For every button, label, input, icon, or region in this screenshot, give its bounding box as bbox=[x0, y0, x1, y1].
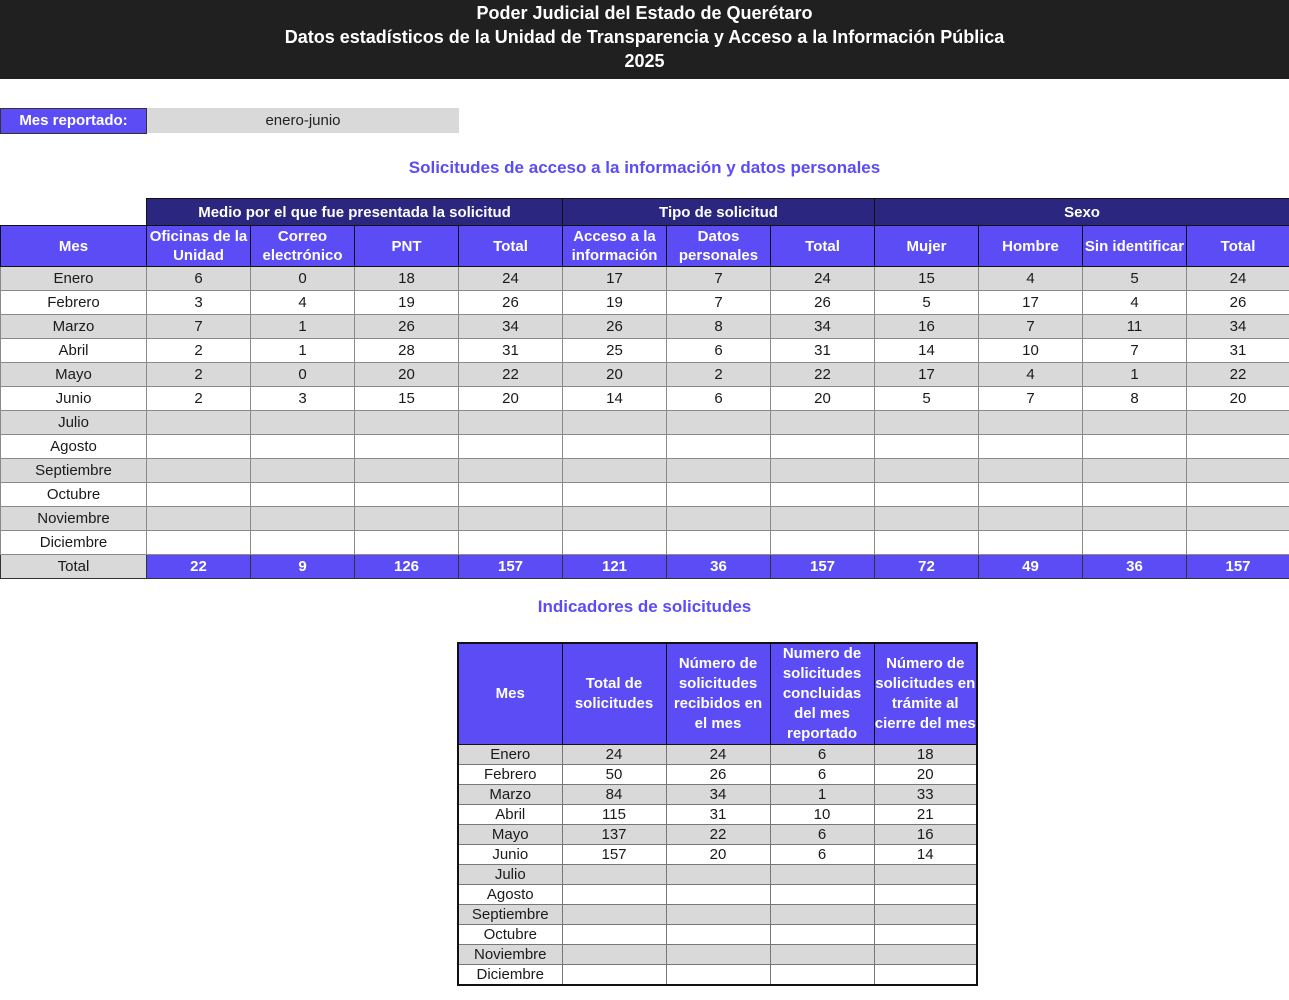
value-cell[interactable] bbox=[1083, 531, 1187, 555]
indicators-header-row bbox=[458, 643, 977, 745]
indicator-row bbox=[458, 805, 977, 825]
value-cell[interactable] bbox=[251, 459, 355, 483]
value-cell[interactable] bbox=[562, 885, 666, 905]
value-cell[interactable]: 16 bbox=[875, 315, 979, 339]
column-header: Sin identificar bbox=[1083, 226, 1187, 267]
indicators-table bbox=[457, 642, 978, 986]
value-cell[interactable]: 1 bbox=[251, 315, 355, 339]
indicator-row bbox=[458, 885, 977, 905]
value-cell[interactable]: 31 bbox=[1187, 339, 1289, 363]
value-cell[interactable] bbox=[770, 885, 874, 905]
value-cell[interactable]: 0 bbox=[251, 267, 355, 291]
value-cell[interactable]: 18 bbox=[355, 267, 459, 291]
value-cell[interactable]: 15 bbox=[355, 387, 459, 411]
value-cell[interactable] bbox=[147, 531, 251, 555]
value-cell[interactable] bbox=[874, 925, 977, 945]
table-row bbox=[1, 363, 1289, 387]
month-cell[interactable]: Marzo bbox=[458, 785, 562, 805]
value-cell[interactable] bbox=[562, 905, 666, 925]
value-cell[interactable]: 84 bbox=[562, 785, 666, 805]
value-cell[interactable]: 10 bbox=[770, 805, 874, 825]
value-cell[interactable] bbox=[459, 459, 563, 483]
value-cell[interactable] bbox=[667, 507, 771, 531]
month-cell[interactable]: Noviembre bbox=[1, 507, 147, 531]
value-cell[interactable] bbox=[979, 531, 1083, 555]
value-cell[interactable] bbox=[667, 531, 771, 555]
value-cell[interactable] bbox=[1083, 411, 1187, 435]
value-cell[interactable] bbox=[459, 531, 563, 555]
value-cell[interactable]: 6 bbox=[770, 765, 874, 785]
indicators-section-title: Indicadores de solicitudes bbox=[537, 597, 752, 616]
reported-month-value[interactable]: enero-junio bbox=[147, 108, 459, 133]
value-cell[interactable]: 24 bbox=[562, 745, 666, 765]
value-cell[interactable]: 137 bbox=[562, 825, 666, 845]
value-cell[interactable]: 26 bbox=[666, 765, 770, 785]
month-cell[interactable]: Julio bbox=[458, 865, 562, 885]
value-cell[interactable]: 2 bbox=[147, 387, 251, 411]
value-cell[interactable]: 14 bbox=[563, 387, 667, 411]
value-cell[interactable]: 4 bbox=[1083, 291, 1187, 315]
value-cell[interactable] bbox=[1083, 435, 1187, 459]
value-cell[interactable] bbox=[251, 531, 355, 555]
value-cell[interactable]: 25 bbox=[563, 339, 667, 363]
value-cell[interactable]: 115 bbox=[562, 805, 666, 825]
value-cell[interactable]: 4 bbox=[251, 291, 355, 315]
value-cell[interactable] bbox=[666, 925, 770, 945]
value-cell[interactable]: 10 bbox=[979, 339, 1083, 363]
group-header-sex: Sexo bbox=[875, 199, 1289, 226]
requests-section-title: Solicitudes de acceso a la información y datos personales bbox=[408, 158, 881, 177]
value-cell[interactable]: 22 bbox=[459, 363, 563, 387]
value-cell[interactable]: 24 bbox=[666, 745, 770, 765]
month-cell[interactable]: Agosto bbox=[458, 885, 562, 905]
value-cell[interactable]: 22 bbox=[1187, 363, 1289, 387]
month-cell[interactable]: Septiembre bbox=[1, 459, 147, 483]
value-cell[interactable]: 22 bbox=[666, 825, 770, 845]
column-header: Acceso a la información bbox=[563, 226, 667, 267]
table-row bbox=[1, 435, 1289, 459]
value-cell[interactable] bbox=[771, 459, 875, 483]
requests-table-body bbox=[1, 267, 1289, 579]
value-cell[interactable] bbox=[979, 435, 1083, 459]
month-cell[interactable]: Enero bbox=[1, 267, 147, 291]
total-row bbox=[1, 555, 1289, 579]
total-cell[interactable]: 49 bbox=[979, 555, 1083, 579]
value-cell[interactable]: 26 bbox=[459, 291, 563, 315]
column-header: Correo electrónico bbox=[251, 226, 355, 267]
value-cell[interactable]: 6 bbox=[770, 845, 874, 865]
column-header: Hombre bbox=[979, 226, 1083, 267]
value-cell[interactable] bbox=[771, 411, 875, 435]
month-cell[interactable]: Diciembre bbox=[458, 965, 562, 986]
value-cell[interactable]: 24 bbox=[1187, 267, 1289, 291]
value-cell[interactable]: 11 bbox=[1083, 315, 1187, 339]
total-cell[interactable]: 157 bbox=[771, 555, 875, 579]
table-row bbox=[1, 267, 1289, 291]
value-cell[interactable]: 5 bbox=[875, 387, 979, 411]
column-header: Oficinas de la Unidad bbox=[147, 226, 251, 267]
value-cell[interactable]: 2 bbox=[667, 363, 771, 387]
value-cell[interactable] bbox=[666, 905, 770, 925]
value-cell[interactable] bbox=[874, 865, 977, 885]
month-cell[interactable]: Abril bbox=[1, 339, 147, 363]
month-cell[interactable]: Febrero bbox=[458, 765, 562, 785]
value-cell[interactable] bbox=[771, 507, 875, 531]
total-cell[interactable]: 22 bbox=[147, 555, 251, 579]
value-cell[interactable]: 4 bbox=[979, 267, 1083, 291]
value-cell[interactable]: 31 bbox=[459, 339, 563, 363]
indicator-column-header: Numero de solicitudes concluidas del mes reportado bbox=[770, 643, 874, 745]
value-cell[interactable] bbox=[666, 865, 770, 885]
total-cell[interactable]: 157 bbox=[459, 555, 563, 579]
value-cell[interactable] bbox=[666, 965, 770, 986]
value-cell[interactable]: 15 bbox=[875, 267, 979, 291]
indicator-row bbox=[458, 845, 977, 865]
indicator-row bbox=[458, 965, 977, 986]
value-cell[interactable]: 17 bbox=[979, 291, 1083, 315]
value-cell[interactable] bbox=[1187, 411, 1289, 435]
month-cell[interactable]: Septiembre bbox=[458, 905, 562, 925]
group-header-type: Tipo de solicitud bbox=[563, 199, 875, 226]
value-cell[interactable]: 26 bbox=[771, 291, 875, 315]
value-cell[interactable] bbox=[459, 507, 563, 531]
month-cell[interactable]: Mayo bbox=[1, 363, 147, 387]
month-cell[interactable]: Abril bbox=[458, 805, 562, 825]
value-cell[interactable] bbox=[666, 945, 770, 965]
value-cell[interactable] bbox=[147, 483, 251, 507]
value-cell[interactable] bbox=[770, 945, 874, 965]
value-cell[interactable]: 7 bbox=[979, 387, 1083, 411]
value-cell[interactable] bbox=[874, 945, 977, 965]
value-cell[interactable] bbox=[562, 925, 666, 945]
indicator-row bbox=[458, 765, 977, 785]
table-row bbox=[1, 507, 1289, 531]
value-cell[interactable] bbox=[1083, 483, 1187, 507]
value-cell[interactable] bbox=[355, 507, 459, 531]
value-cell[interactable] bbox=[770, 925, 874, 945]
table-row bbox=[1, 339, 1289, 363]
value-cell[interactable] bbox=[875, 507, 979, 531]
value-cell[interactable]: 20 bbox=[459, 387, 563, 411]
column-header: Mes bbox=[1, 226, 147, 267]
total-cell[interactable]: 121 bbox=[563, 555, 667, 579]
indicator-column-header: Número de solicitudes recibidos en el mes bbox=[666, 643, 770, 745]
value-cell[interactable] bbox=[251, 507, 355, 531]
table-row bbox=[1, 291, 1289, 315]
indicator-row bbox=[458, 785, 977, 805]
value-cell[interactable] bbox=[875, 411, 979, 435]
column-header-row bbox=[1, 226, 1289, 267]
value-cell[interactable]: 2 bbox=[147, 339, 251, 363]
column-header: Mujer bbox=[875, 226, 979, 267]
value-cell[interactable] bbox=[771, 531, 875, 555]
value-cell[interactable]: 16 bbox=[874, 825, 977, 845]
value-cell[interactable] bbox=[1187, 507, 1289, 531]
page-header bbox=[0, 0, 1289, 79]
value-cell[interactable]: 28 bbox=[355, 339, 459, 363]
value-cell[interactable] bbox=[251, 411, 355, 435]
value-cell[interactable] bbox=[459, 435, 563, 459]
value-cell[interactable] bbox=[251, 435, 355, 459]
month-cell[interactable]: Octubre bbox=[458, 925, 562, 945]
value-cell[interactable] bbox=[1083, 507, 1187, 531]
requests-table bbox=[0, 198, 1289, 579]
total-cell[interactable]: 36 bbox=[667, 555, 771, 579]
value-cell[interactable]: 24 bbox=[771, 267, 875, 291]
value-cell[interactable] bbox=[770, 965, 874, 986]
value-cell[interactable]: 31 bbox=[666, 805, 770, 825]
indicator-row bbox=[458, 865, 977, 885]
value-cell[interactable] bbox=[667, 435, 771, 459]
value-cell[interactable] bbox=[770, 905, 874, 925]
column-header: PNT bbox=[355, 226, 459, 267]
value-cell[interactable]: 17 bbox=[875, 363, 979, 387]
value-cell[interactable] bbox=[562, 965, 666, 986]
value-cell[interactable] bbox=[563, 411, 667, 435]
value-cell[interactable]: 6 bbox=[667, 339, 771, 363]
reported-month-row bbox=[0, 108, 459, 133]
value-cell[interactable] bbox=[147, 459, 251, 483]
month-cell[interactable]: Diciembre bbox=[1, 531, 147, 555]
value-cell[interactable] bbox=[459, 483, 563, 507]
value-cell[interactable]: 7 bbox=[667, 291, 771, 315]
value-cell[interactable] bbox=[979, 459, 1083, 483]
value-cell[interactable]: 34 bbox=[459, 315, 563, 339]
value-cell[interactable]: 20 bbox=[666, 845, 770, 865]
value-cell[interactable]: 19 bbox=[355, 291, 459, 315]
value-cell[interactable]: 8 bbox=[667, 315, 771, 339]
column-header: Total bbox=[1187, 226, 1289, 267]
indicator-column-header: Mes bbox=[458, 643, 562, 745]
value-cell[interactable]: 21 bbox=[874, 805, 977, 825]
value-cell[interactable]: 33 bbox=[874, 785, 977, 805]
value-cell[interactable] bbox=[874, 885, 977, 905]
value-cell[interactable]: 18 bbox=[874, 745, 977, 765]
value-cell[interactable]: 5 bbox=[1083, 267, 1187, 291]
value-cell[interactable]: 8 bbox=[1083, 387, 1187, 411]
value-cell[interactable]: 22 bbox=[771, 363, 875, 387]
indicator-column-header: Total de solicitudes bbox=[562, 643, 666, 745]
value-cell[interactable] bbox=[251, 483, 355, 507]
value-cell[interactable] bbox=[874, 905, 977, 925]
value-cell[interactable] bbox=[563, 507, 667, 531]
indicator-row bbox=[458, 745, 977, 765]
value-cell[interactable] bbox=[355, 531, 459, 555]
value-cell[interactable] bbox=[355, 435, 459, 459]
table-row bbox=[1, 411, 1289, 435]
value-cell[interactable]: 26 bbox=[1187, 291, 1289, 315]
table-row bbox=[1, 387, 1289, 411]
value-cell[interactable] bbox=[355, 411, 459, 435]
column-header: Total bbox=[771, 226, 875, 267]
total-cell[interactable]: 72 bbox=[875, 555, 979, 579]
indicators-table-body bbox=[458, 745, 977, 986]
value-cell[interactable] bbox=[147, 435, 251, 459]
value-cell[interactable]: 26 bbox=[563, 315, 667, 339]
value-cell[interactable] bbox=[563, 531, 667, 555]
value-cell[interactable] bbox=[979, 411, 1083, 435]
month-cell[interactable]: Noviembre bbox=[458, 945, 562, 965]
value-cell[interactable]: 20 bbox=[355, 363, 459, 387]
month-cell[interactable]: Julio bbox=[1, 411, 147, 435]
indicator-row bbox=[458, 825, 977, 845]
value-cell[interactable] bbox=[771, 483, 875, 507]
value-cell[interactable] bbox=[459, 411, 563, 435]
value-cell[interactable]: 6 bbox=[770, 825, 874, 845]
month-cell[interactable]: Marzo bbox=[1, 315, 147, 339]
value-cell[interactable] bbox=[770, 865, 874, 885]
indicator-column-header: Número de solicitudes en trámite al cierre del mes bbox=[874, 643, 977, 745]
header-title: Datos estadísticos de la Unidad de Transparencia y Acceso a la Información Pública bbox=[284, 27, 1005, 47]
value-cell[interactable]: 34 bbox=[1187, 315, 1289, 339]
value-cell[interactable]: 6 bbox=[667, 387, 771, 411]
total-cell[interactable]: 126 bbox=[355, 555, 459, 579]
value-cell[interactable]: 1 bbox=[251, 339, 355, 363]
value-cell[interactable] bbox=[355, 459, 459, 483]
value-cell[interactable]: 1 bbox=[1083, 363, 1187, 387]
month-cell[interactable]: Febrero bbox=[1, 291, 147, 315]
value-cell[interactable]: 20 bbox=[874, 765, 977, 785]
value-cell[interactable]: 31 bbox=[771, 339, 875, 363]
value-cell[interactable]: 17 bbox=[563, 267, 667, 291]
value-cell[interactable]: 20 bbox=[771, 387, 875, 411]
corner-cell bbox=[1, 199, 147, 226]
total-cell[interactable]: 36 bbox=[1083, 555, 1187, 579]
header-institution: Poder Judicial del Estado de Querétaro bbox=[476, 3, 813, 23]
total-label[interactable]: Total bbox=[1, 555, 147, 579]
table-row bbox=[1, 483, 1289, 507]
value-cell[interactable]: 3 bbox=[251, 387, 355, 411]
value-cell[interactable]: 0 bbox=[251, 363, 355, 387]
table-row bbox=[1, 315, 1289, 339]
value-cell[interactable]: 19 bbox=[563, 291, 667, 315]
value-cell[interactable]: 157 bbox=[562, 845, 666, 865]
value-cell[interactable] bbox=[875, 483, 979, 507]
group-header-row bbox=[1, 199, 1289, 226]
group-header-medium: Medio por el que fue presentada la solicitud bbox=[147, 199, 563, 226]
value-cell[interactable] bbox=[1187, 531, 1289, 555]
value-cell[interactable]: 7 bbox=[147, 315, 251, 339]
value-cell[interactable] bbox=[771, 435, 875, 459]
value-cell[interactable] bbox=[667, 483, 771, 507]
indicator-row bbox=[458, 925, 977, 945]
month-cell[interactable]: Junio bbox=[458, 845, 562, 865]
value-cell[interactable] bbox=[147, 507, 251, 531]
column-header: Datos personales bbox=[667, 226, 771, 267]
value-cell[interactable]: 6 bbox=[770, 745, 874, 765]
value-cell[interactable] bbox=[1187, 483, 1289, 507]
value-cell[interactable]: 26 bbox=[355, 315, 459, 339]
value-cell[interactable]: 7 bbox=[1083, 339, 1187, 363]
value-cell[interactable] bbox=[562, 945, 666, 965]
value-cell[interactable]: 50 bbox=[562, 765, 666, 785]
month-cell[interactable]: Enero bbox=[458, 745, 562, 765]
value-cell[interactable]: 3 bbox=[147, 291, 251, 315]
value-cell[interactable]: 2 bbox=[147, 363, 251, 387]
value-cell[interactable] bbox=[667, 459, 771, 483]
value-cell[interactable] bbox=[1083, 459, 1187, 483]
month-cell[interactable]: Agosto bbox=[1, 435, 147, 459]
value-cell[interactable]: 24 bbox=[459, 267, 563, 291]
indicator-row bbox=[458, 905, 977, 925]
reported-month-label: Mes reportado: bbox=[0, 108, 147, 134]
value-cell[interactable]: 34 bbox=[666, 785, 770, 805]
value-cell[interactable]: 20 bbox=[1187, 387, 1289, 411]
value-cell[interactable] bbox=[563, 435, 667, 459]
value-cell[interactable] bbox=[1187, 459, 1289, 483]
value-cell[interactable] bbox=[979, 507, 1083, 531]
value-cell[interactable] bbox=[1187, 435, 1289, 459]
table-row bbox=[1, 531, 1289, 555]
value-cell[interactable]: 7 bbox=[667, 267, 771, 291]
value-cell[interactable] bbox=[875, 435, 979, 459]
value-cell[interactable]: 7 bbox=[979, 315, 1083, 339]
value-cell[interactable] bbox=[875, 531, 979, 555]
value-cell[interactable] bbox=[563, 483, 667, 507]
value-cell[interactable] bbox=[562, 865, 666, 885]
value-cell[interactable] bbox=[563, 459, 667, 483]
value-cell[interactable] bbox=[147, 411, 251, 435]
value-cell[interactable] bbox=[875, 459, 979, 483]
value-cell[interactable]: 14 bbox=[875, 339, 979, 363]
month-cell[interactable]: Mayo bbox=[458, 825, 562, 845]
value-cell[interactable]: 4 bbox=[979, 363, 1083, 387]
header-year: 2025 bbox=[624, 51, 665, 71]
total-cell[interactable]: 9 bbox=[251, 555, 355, 579]
value-cell[interactable] bbox=[355, 483, 459, 507]
indicator-row bbox=[458, 945, 977, 965]
month-cell[interactable]: Octubre bbox=[1, 483, 147, 507]
value-cell[interactable]: 20 bbox=[563, 363, 667, 387]
value-cell[interactable]: 34 bbox=[771, 315, 875, 339]
value-cell[interactable] bbox=[979, 483, 1083, 507]
value-cell[interactable] bbox=[874, 965, 977, 986]
value-cell[interactable]: 1 bbox=[770, 785, 874, 805]
table-row bbox=[1, 459, 1289, 483]
value-cell[interactable]: 6 bbox=[147, 267, 251, 291]
value-cell[interactable] bbox=[666, 885, 770, 905]
month-cell[interactable]: Junio bbox=[1, 387, 147, 411]
column-header: Total bbox=[459, 226, 563, 267]
total-cell[interactable]: 157 bbox=[1187, 555, 1289, 579]
value-cell[interactable]: 5 bbox=[875, 291, 979, 315]
value-cell[interactable]: 14 bbox=[874, 845, 977, 865]
value-cell[interactable] bbox=[667, 411, 771, 435]
